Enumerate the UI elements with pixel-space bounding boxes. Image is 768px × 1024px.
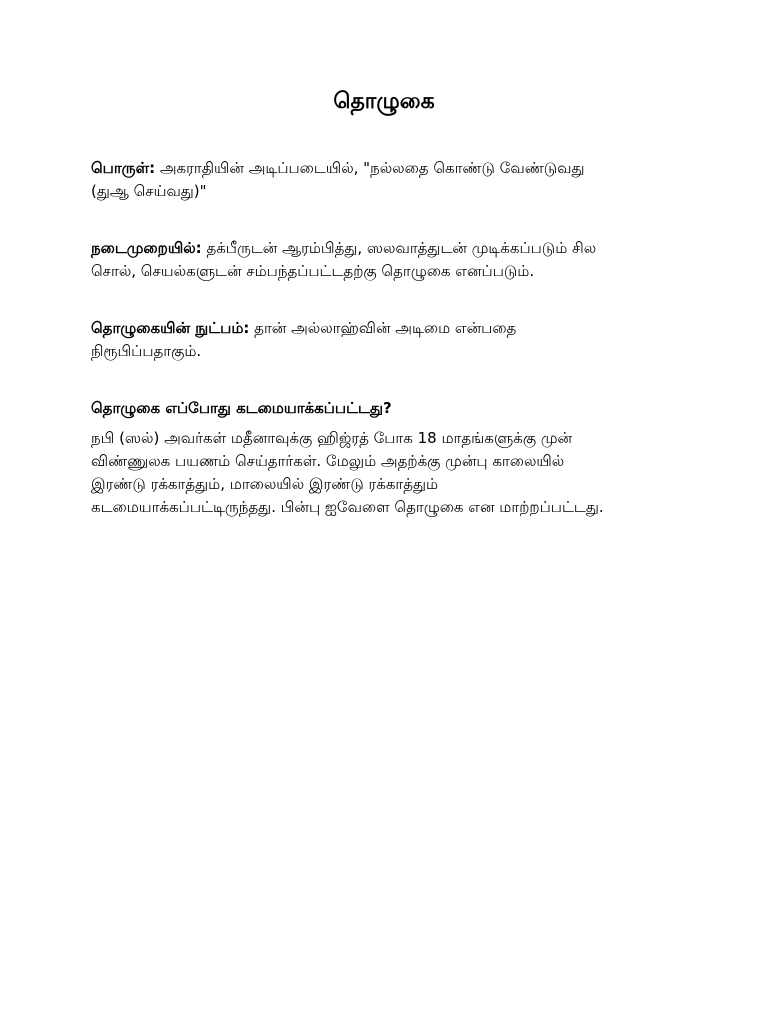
practice-text-1: தக்பீருடன் ஆரம்பித்து, ஸலவாத்துடன் முடிக்கப்படும் சில [201,239,597,257]
subtlety-label: தொழுகையின் நுட்பம்: [91,319,250,337]
definition-line-1 [91,157,681,180]
obligation-paragraph [91,427,681,519]
obligation-heading: தொழுகை எப்போது கடமையாக்கப்பட்டது? [91,399,392,417]
definition-label: பொருள்: [91,159,156,177]
practice-label: நடைமுறையில்: [91,239,202,257]
definition-text-2: (துஆ செய்வது)" [91,182,207,200]
subtlety-text-2: நிரூபிப்பதாகும். [91,342,202,360]
obligation-text-3: இரண்டு ரக்காத்தும், மாலையில் இரண்டு ரக்காத்தும் [91,475,439,493]
obligation-text-1: நபி (ஸல்) அவர்கள் மதீனாவுக்கு ஹிஜ்ரத் போக 18 மாதங்களுக்கு முன் [91,429,573,447]
subtlety-text-1: தான் அல்லாஹ்வின் அடிமை என்பதை [249,319,517,337]
definition-paragraph [91,157,681,203]
document-title: தொழுகை [333,89,435,114]
subtlety-paragraph [91,317,681,363]
subtlety-line-1 [91,317,681,340]
practice-text-2: சொல், செயல்களுடன் சம்பந்தப்பட்டதற்கு தொழுகை எனப்படும். [91,262,535,280]
obligation-text-4: கடமையாக்கப்பட்டிருந்தது. பின்பு ஐவேளை தொழுகை என மாற்றப்பட்டது. [91,498,604,516]
obligation-text-2: விண்ணுலக பயணம் செய்தார்கள். மேலும் அதற்க்கு முன்பு காலையில் [91,452,565,470]
definition-text-1: அகராதியின் அடிப்படையில், "நல்லதை கொண்டு வேண்டுவது [155,159,585,177]
practice-paragraph [91,237,681,283]
practice-line-1 [91,237,681,260]
